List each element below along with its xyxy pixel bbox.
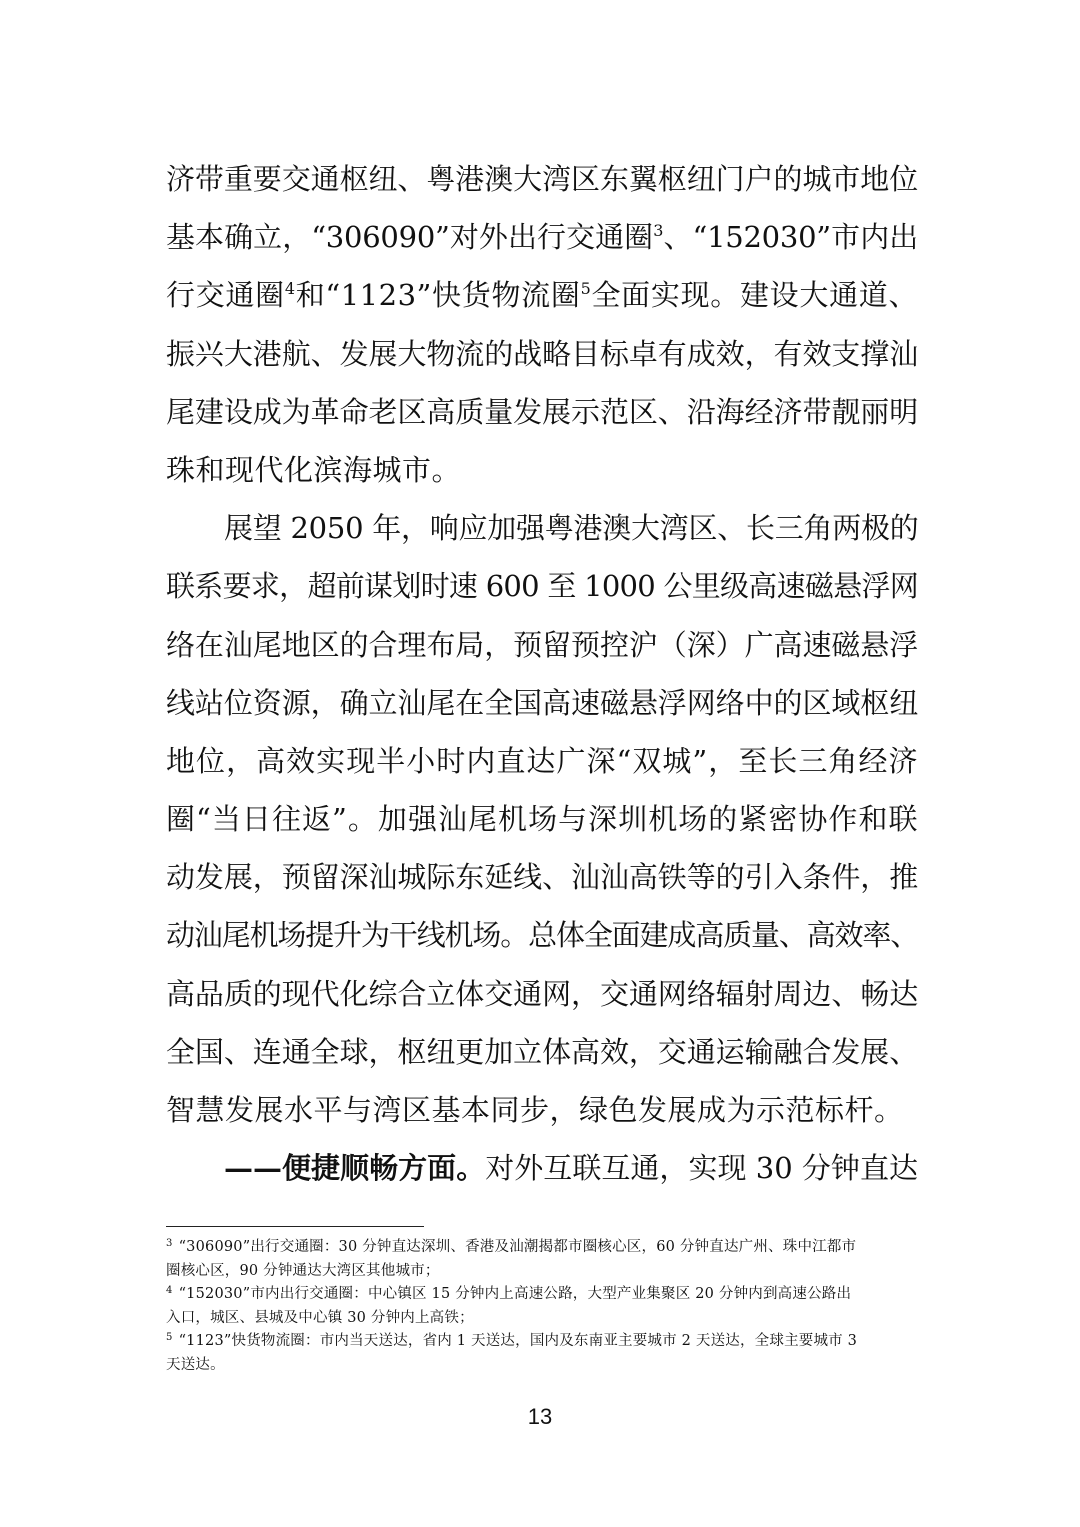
paragraph-2-line: 展望 2050 年，响应加强粤港澳大湾区、长三角两极的 [224,511,919,546]
paragraph-2-line: 地位，高效实现半小时内直达广深“双城”，至长三角经济 [166,743,918,778]
footnote-mark: 4 [166,1285,173,1296]
paragraph-1-line: 济带重要交通枢纽、粤港澳大湾区东翼枢纽门户的城市地位 [166,162,918,196]
paragraph-2-line: 圈“当日往返”。加强汕尾机场与深圳机场的紧密协作和联 [166,802,918,837]
text-run: 基本确立，“306090”对外出行交通圈 [166,220,654,255]
paragraph-1-line: 尾建设成为革命老区高质量发展示范区、沿海经济带靓丽明 [166,394,918,429]
footnote-5-line: 天送达。 [166,1356,225,1373]
footnote-text: “306090”出行交通圈：30 分钟直达深圳、香港及汕潮揭都市圈核心区，60 分钟直达广州、珠中江都市 [178,1239,857,1255]
footnote-text: “1123”快货物流圈：市内当天送达，省内 1 天送达，国内及东南亚主要城市 2 天送达，全球主要城市 3 [178,1333,858,1349]
paragraph-2-line: 动发展，预留深汕城际东延线、汕汕高铁等的引入条件，推 [166,860,918,895]
section-heading-inline: ——便捷顺畅方面。 [224,1151,486,1186]
text-run: 行交通圈 [166,278,285,313]
footnote-4-line [166,1283,922,1307]
text-run: 全面实现。建设大通道、 [591,278,918,313]
paragraph-2-line: 全国、连通全球，枢纽更加立体高效，交通运输融合发展、 [166,1034,918,1069]
footnote-ref-3[interactable]: 3 [653,221,664,241]
paragraph-1-line [166,208,918,266]
paragraph-2-line: 络在汕尾地区的合理布局，预留预控沪（深）广高速磁悬浮 [166,627,918,662]
paragraph-1-line: 珠和现代化滨海城市。 [166,452,462,487]
footnote-ref-5[interactable]: 5 [580,279,592,299]
page-number: 13 [527,1404,553,1429]
paragraph-2-line: 动汕尾机场提升为干线机场。总体全面建成高质量、高效率、 [166,918,918,953]
footnote-ref-4[interactable]: 4 [284,279,296,299]
footnote-5-line [166,1330,922,1354]
footnote-mark: 5 [166,1332,173,1343]
footnote-separator [166,1226,424,1227]
paragraph-2-line: 联系要求，超前谋划时速 600 至 1000 公里级高速磁悬浮网 [166,569,918,604]
footnote-mark: 3 [166,1238,173,1249]
paragraph-2-line: 线站位资源，确立汕尾在全国高速磁悬浮网络中的区域枢纽 [166,685,918,720]
text-run: 和“1123”快货物流圈 [295,278,581,313]
footnote-3-line: 圈核心区，90 分钟通达大湾区其他城市； [166,1262,440,1279]
paragraph-2-line: 高品质的现代化综合立体交通网，交通网络辐射周边、畅达 [166,976,918,1011]
paragraph-2-line: 智慧发展水平与湾区基本同步，绿色发展成为示范标杆。 [166,1093,904,1127]
text-run: 、“152030”市内出 [663,220,918,255]
body-text [166,150,918,1197]
paragraph-1-line: 振兴大港航、发展大物流的战略目标卓有成效，有效支撑汕 [166,336,918,371]
footnote-4-line: 入口，城区、县城及中心镇 30 分钟内上高铁； [166,1309,474,1326]
footnote-3-line [166,1236,922,1260]
footnote-text: “152030”市内出行交通圈：中心镇区 15 分钟内上高速公路，大型产业集聚区 20 分钟内到高速公路出 [178,1286,852,1302]
footnotes [166,1236,922,1377]
paragraph-1-line [166,266,918,324]
text-run: 对外互联互通，实现 30 分钟直达 [485,1151,918,1186]
paragraph-3-line [166,1139,918,1197]
